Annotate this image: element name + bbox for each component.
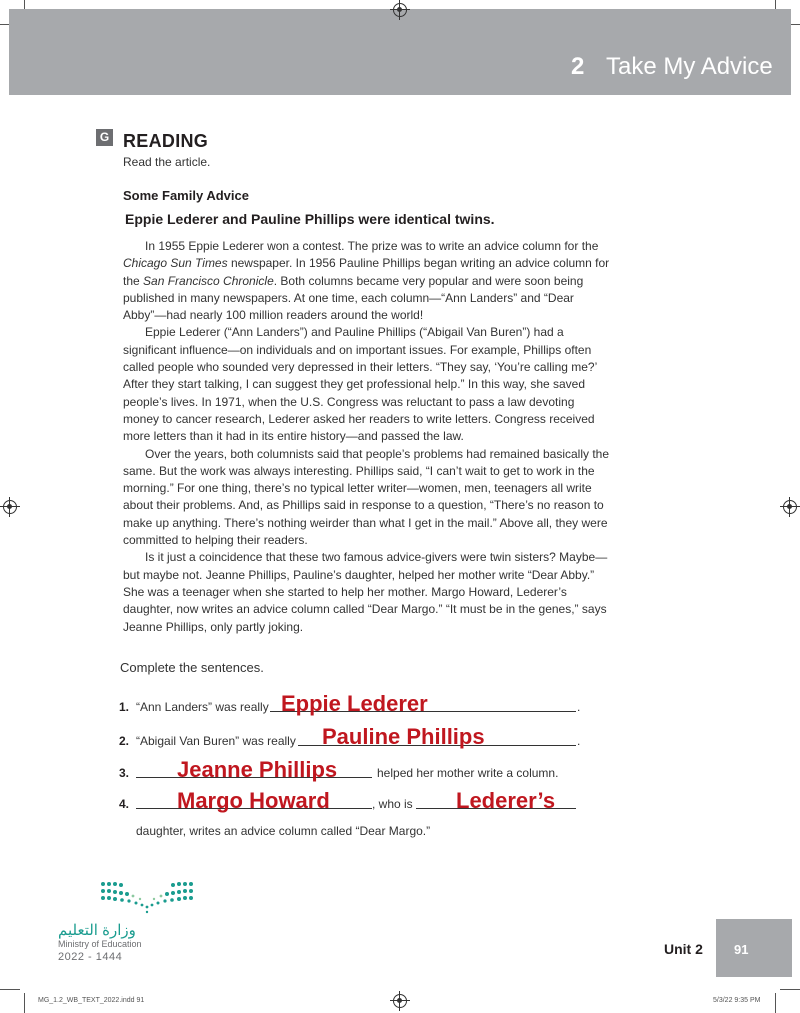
ministry-logo-icon [100,880,194,914]
newspaper-name: San Francisco Chronicle [143,273,274,288]
footer-unit-label: Unit 2 [664,941,703,957]
registration-mark-icon [3,500,17,514]
article-subtitle: Eppie Lederer and Pauline Phillips were identical twins. [125,211,495,227]
question-4-line2: daughter, writes an advice column called “Dear Margo.” [136,824,431,838]
answer-2: Pauline Phillips [322,724,485,749]
registration-mark-icon [393,3,407,17]
crop-mark [24,993,25,1013]
unit-number: 2 [571,53,585,80]
file-slug: MG_1.2_WB_TEXT_2022.indd 91 [38,997,145,1004]
question-1-text: “Ann Landers” was really [136,700,269,714]
answer-1: Eppie Lederer [281,691,428,716]
crop-mark [775,993,776,1013]
answer-3: Jeanne Phillips [177,757,338,782]
question-2-end: . [577,734,581,748]
article-paragraph-3: Over the years, both columnists said that people’s problems had remained basically the same. But the work was always interesting. Phillips said, “I can’t wait to get to work in the morning.” For one thing, there’s no typical letter writer—women, men, teenagers all write about their problems. And, as Phillips said in response to a question, “There’s no reason to make up anything. There’s nothing weirder than what I get in the mail.” Above all, they were committed to helping their readers. [123,446,610,548]
question-1-end: . [577,700,581,714]
question-number-3: 3. [119,766,130,780]
question-2-text: “Abigail Van Buren” was really [136,734,296,748]
date-slug: 5/3/22 9:35 PM [713,997,761,1004]
article-paragraph-1 [123,238,613,324]
article-body [123,238,613,636]
paragraph-text: . Both columns became very popular and were soon being published in many newspapers. At one time, each column—“Ann Landers” and “Dear Abby”—had nearly 100 million readers around the world! [123,273,584,323]
ministry-name-arabic: وزارة التعليم [58,922,136,939]
page-number-box [716,919,792,977]
article-title: Some Family Advice [123,188,249,203]
registration-mark-icon [783,500,797,514]
question-3-text: helped her mother write a column. [377,766,559,780]
unit-title: Take My Advice [606,53,773,80]
header-band [9,9,791,95]
crop-mark [0,989,20,990]
article-paragraph-4: Is it just a coincidence that these two famous advice-givers were twin sisters? Maybe—but maybe not. Jeanne Phillips, Pauline’s daughter, helped her mother write “Dear Abby.” She was a teenager when she started to help her mother. Margo Howard, Lederer’s daughter, now writes an advice column called “Dear Margo.” “It must be in the genes,” says Jeanne Phillips, only partly joking. [123,550,608,634]
ministry-year: 2022 - 1444 [58,951,123,963]
section-badge: G [96,129,113,146]
page-number: 91 [734,942,749,957]
crop-mark [780,989,800,990]
article-paragraph-2: Eppie Lederer (“Ann Landers”) and Pauline Phillips (“Abigail Van Buren”) had a significant influence—on individuals and on important issues. For example, Phillips often called people who sounded very depressed in their letters. “They say, ‘You’re calling me?’ After they start talking, I can suggest they get professional help.” In this way, she saved people’s lives. In 1971, when the U.S. Congress was reluctant to pass a law devoting money to cancer research, Lederer asked her readers to write letters. Congress received more letters than it had in its entire history—and passed the law. [123,325,597,444]
answer-4a: Margo Howard [177,788,330,813]
question-number-2: 2. [119,734,130,748]
question-number-4: 4. [119,797,130,811]
ministry-name-english: Ministry of Education [58,939,142,949]
section-title: READING [123,131,209,151]
paragraph-text: In 1955 Eppie Lederer won a contest. The prize was to write an advice column for the [145,239,599,253]
paragraph-text: newspaper. In 1956 Pauline Phillips began writing an advice column for the [123,256,610,288]
exercise-instruction: Complete the sentences. [120,660,264,675]
question-number-1: 1. [119,700,130,714]
registration-mark-icon [393,994,407,1008]
answer-4b: Lederer’s [456,788,556,813]
newspaper-name: Chicago Sun Times [123,256,228,271]
question-4-mid: , who is [372,797,413,811]
reading-instruction: Read the article. [123,155,211,169]
